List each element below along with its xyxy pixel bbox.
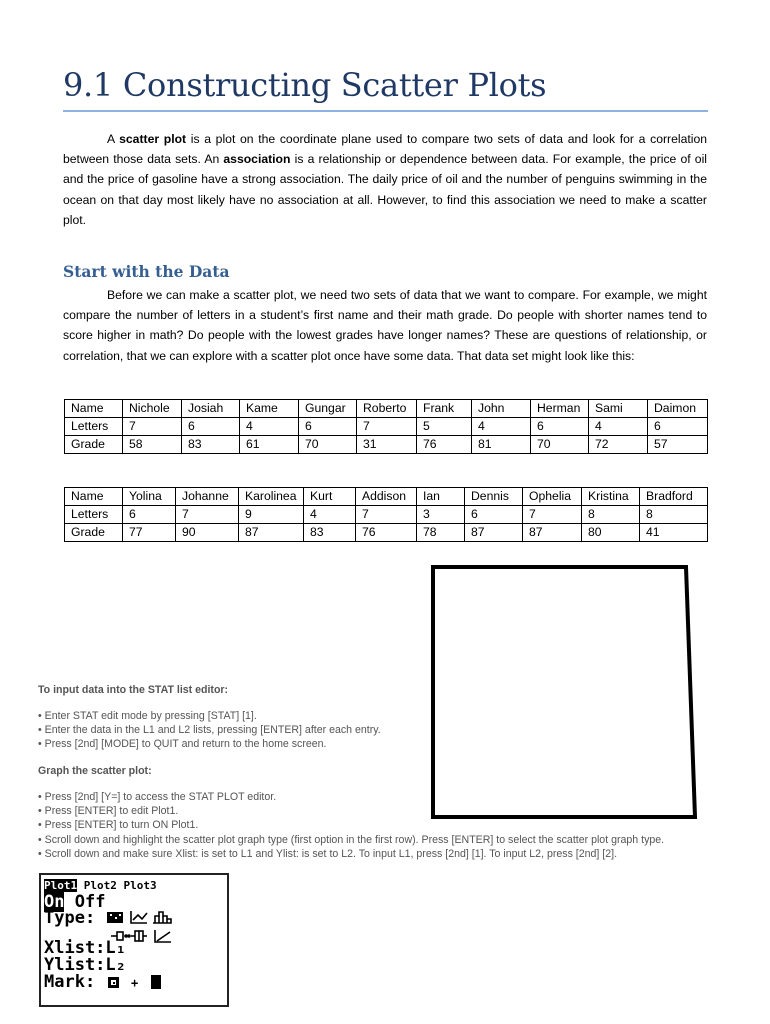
input-step: • Press [2nd] [MODE] to QUIT and return to the home screen. xyxy=(38,738,327,750)
xlist-row: Xlist:L₁ xyxy=(44,938,126,958)
table-cell: 58 xyxy=(123,436,182,454)
table-cell: 83 xyxy=(182,436,240,454)
table-cell: Nichole xyxy=(123,400,182,418)
graph-step: • Scroll down and make sure Xlist: is set to L1 and Ylist: is set to L2. To input L1, press [2nd] [1]. To input L2, press [2nd] [2]. xyxy=(38,848,618,860)
table-cell: 4 xyxy=(589,418,648,436)
table-cell: 4 xyxy=(304,506,356,524)
boxplot-type-icon xyxy=(131,931,147,941)
table-cell: 76 xyxy=(356,524,417,542)
plot2-tab: Plot2 xyxy=(83,879,117,892)
table-cell: Johanne xyxy=(176,488,239,506)
table-cell: 8 xyxy=(640,506,708,524)
on-option: On xyxy=(44,892,65,912)
table-cell: 4 xyxy=(472,418,531,436)
scatter-type-icon xyxy=(107,912,123,923)
table-cell: Grade xyxy=(65,436,123,454)
data-table-2 xyxy=(64,487,708,542)
type-label: Type: xyxy=(44,908,96,928)
plot3-tab: Plot3 xyxy=(123,879,157,892)
table-cell: Dennis xyxy=(465,488,523,506)
table-cell: Roberto xyxy=(357,400,417,418)
mark-label: Mark: xyxy=(44,972,96,992)
table-cell: 5 xyxy=(417,418,472,436)
table-cell: 87 xyxy=(523,524,582,542)
plot-tabs xyxy=(44,879,157,892)
calculator-screen xyxy=(39,873,229,1007)
table-cell: 3 xyxy=(417,506,465,524)
table-row xyxy=(65,506,708,524)
data-table-1 xyxy=(64,399,708,454)
table-row xyxy=(65,436,708,454)
table-cell: Letters xyxy=(65,506,123,524)
table-cell: 57 xyxy=(648,436,708,454)
term-scatter-plot: scatter plot xyxy=(119,132,187,146)
table-cell: 6 xyxy=(182,418,240,436)
input-step: • Enter STAT edit mode by pressing [STAT] [1]. xyxy=(38,710,257,722)
term-association: association xyxy=(223,152,291,167)
table-cell: 7 xyxy=(357,418,417,436)
table-cell: 87 xyxy=(465,524,523,542)
intro-paragraph: A scatter plot is a plot on the coordinate plane used to compare two sets of data and look for a correlation between those data sets. An association is a relationship or dependence between data. For example, the price of oil and the price of gasoline have a strong association. The daily price of oil and the number of penguins swimming in the ocean on that day most likely have no association at all. However, to find this association we need to make a scatter plot. xyxy=(63,132,708,227)
graph-step: • Press [2nd] [Y=] to access the STAT PLOT editor. xyxy=(38,791,277,803)
xyline-type-icon xyxy=(131,911,147,923)
input-step: • Enter the data in the L1 and L2 lists, pressing [ENTER] after each entry. xyxy=(38,724,381,736)
table-cell: Kame xyxy=(240,400,299,418)
table-cell: 80 xyxy=(582,524,640,542)
table-row xyxy=(65,400,708,418)
mark-dot-icon xyxy=(151,975,161,989)
table-cell: Kristina xyxy=(582,488,640,506)
section-heading: Start with the Data xyxy=(63,262,230,281)
table-cell: Letters xyxy=(65,418,123,436)
table-cell: 81 xyxy=(472,436,531,454)
table-cell: 77 xyxy=(123,524,176,542)
table-cell: Kurt xyxy=(304,488,356,506)
graph-step: • Press [ENTER] to edit Plot1. xyxy=(38,805,179,817)
section-paragraph: Before we can make a scatter plot, we need two sets of data that we want to compare. For example, we might compare the number of letters in a student’s first name and their math grade. Do people with shorter names tend to score higher in math? Do people with the lowest grades have longer names? These are questions of relationship, or correlation, that we can explore with a scatter plot once have some data. That data set might look like this: xyxy=(63,288,707,363)
table-cell: Ophelia xyxy=(523,488,582,506)
graph-step: • Press [ENTER] to turn ON Plot1. xyxy=(38,819,199,831)
table-cell: 6 xyxy=(299,418,357,436)
table-cell: Karolinea xyxy=(239,488,304,506)
graph-instructions-heading: Graph the scatter plot: xyxy=(38,765,152,777)
table-cell: 41 xyxy=(640,524,708,542)
table-cell: John xyxy=(472,400,531,418)
table-cell: 76 xyxy=(417,436,472,454)
table-cell: 78 xyxy=(417,524,465,542)
table-cell: 90 xyxy=(176,524,239,542)
table-row xyxy=(65,418,708,436)
table-cell: 87 xyxy=(239,524,304,542)
off-option: Off xyxy=(74,892,106,912)
plot1-tab: Plot1 xyxy=(44,879,78,892)
graph-step: • Scroll down and highlight the scatter plot graph type (first option in the first row). Press [ENTER] to select the scatter plot graph type. xyxy=(38,834,665,846)
blank-graph-frame xyxy=(430,564,698,820)
table-row xyxy=(65,524,708,542)
mark-plus-icon: + xyxy=(131,976,139,990)
table-cell: Sami xyxy=(589,400,648,418)
table-cell: 4 xyxy=(240,418,299,436)
table-cell: 7 xyxy=(176,506,239,524)
table-cell: 70 xyxy=(299,436,357,454)
table-cell: Bradford xyxy=(640,488,708,506)
table-cell: 8 xyxy=(582,506,640,524)
table-cell: Herman xyxy=(531,400,589,418)
table-cell: Frank xyxy=(417,400,472,418)
histogram-type-icon xyxy=(153,912,171,923)
table-cell: 83 xyxy=(304,524,356,542)
table-cell: 61 xyxy=(240,436,299,454)
table-cell: 70 xyxy=(531,436,589,454)
table-cell: 31 xyxy=(357,436,417,454)
ylist-row: Ylist:L₂ xyxy=(44,955,126,975)
table-cell: 9 xyxy=(239,506,304,524)
table-row xyxy=(65,488,708,506)
table-cell: Josiah xyxy=(182,400,240,418)
table-cell: 7 xyxy=(123,418,182,436)
input-instructions-heading: To input data into the STAT list editor: xyxy=(38,684,229,696)
table-cell: Daimon xyxy=(648,400,708,418)
table-cell: Name xyxy=(65,400,123,418)
table-cell: 6 xyxy=(465,506,523,524)
mark-options xyxy=(107,975,177,991)
title-divider xyxy=(63,110,708,112)
table-cell: Name xyxy=(65,488,123,506)
mark-row xyxy=(44,973,95,991)
table-cell: Ian xyxy=(417,488,465,506)
page-title: 9.1 Constructing Scatter Plots xyxy=(63,66,547,104)
normal-probability-type-icon xyxy=(155,930,171,942)
table-cell: 7 xyxy=(523,506,582,524)
table-cell: Addison xyxy=(356,488,417,506)
table-cell: Gungar xyxy=(299,400,357,418)
table-cell: Grade xyxy=(65,524,123,542)
table-cell: 6 xyxy=(648,418,708,436)
table-cell: 72 xyxy=(589,436,648,454)
table-cell: 7 xyxy=(356,506,417,524)
table-cell: Yolina xyxy=(123,488,176,506)
table-cell: 6 xyxy=(531,418,589,436)
table-cell: 6 xyxy=(123,506,176,524)
